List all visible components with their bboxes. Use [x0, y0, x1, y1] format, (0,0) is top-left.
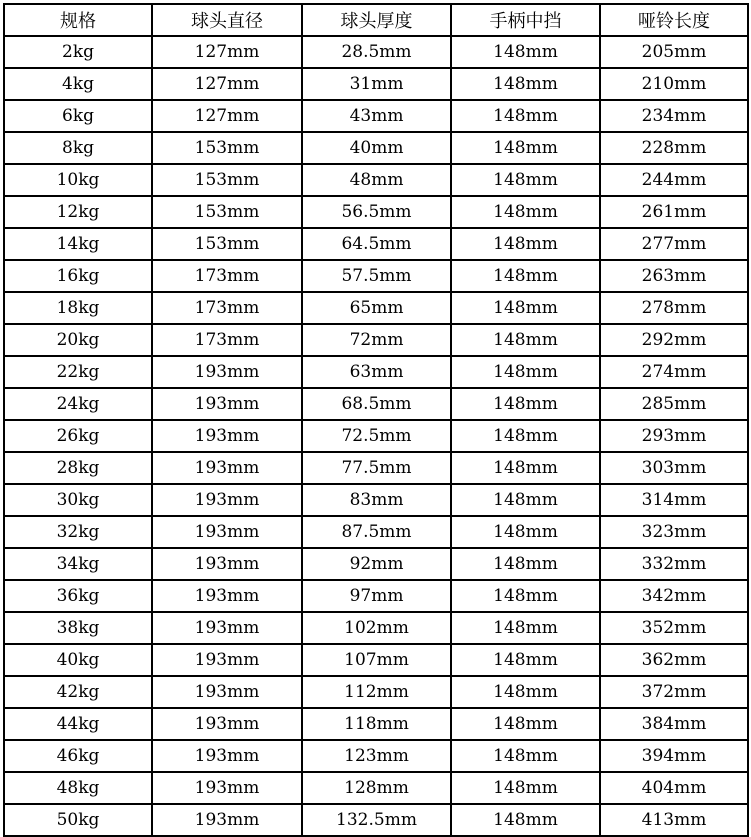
cell-spec: 18kg — [4, 292, 152, 324]
cell-handle-span: 148mm — [451, 100, 600, 132]
cell-handle-span: 148mm — [451, 772, 600, 804]
cell-dumbbell-length: 263mm — [600, 260, 748, 292]
cell-handle-span: 148mm — [451, 356, 600, 388]
cell-ball-diameter: 173mm — [152, 292, 302, 324]
cell-handle-span: 148mm — [451, 612, 600, 644]
table-row — [4, 772, 748, 804]
cell-spec: 46kg — [4, 740, 152, 772]
table-header-row — [4, 4, 748, 36]
cell-handle-span: 148mm — [451, 324, 600, 356]
cell-handle-span: 148mm — [451, 516, 600, 548]
cell-ball-thickness: 87.5mm — [302, 516, 451, 548]
cell-dumbbell-length: 413mm — [600, 804, 748, 836]
cell-ball-diameter: 193mm — [152, 676, 302, 708]
cell-handle-span: 148mm — [451, 420, 600, 452]
cell-dumbbell-length: 205mm — [600, 36, 748, 68]
cell-dumbbell-length: 352mm — [600, 612, 748, 644]
cell-ball-diameter: 193mm — [152, 772, 302, 804]
table-row — [4, 548, 748, 580]
cell-dumbbell-length: 372mm — [600, 676, 748, 708]
dumbbell-spec-table — [3, 3, 749, 837]
header-handle-span: 手柄中挡 — [451, 4, 600, 36]
cell-ball-thickness: 72mm — [302, 324, 451, 356]
cell-handle-span: 148mm — [451, 484, 600, 516]
table-row — [4, 484, 748, 516]
cell-ball-thickness: 72.5mm — [302, 420, 451, 452]
table-row — [4, 580, 748, 612]
cell-ball-diameter: 153mm — [152, 196, 302, 228]
cell-spec: 50kg — [4, 804, 152, 836]
cell-spec: 24kg — [4, 388, 152, 420]
table-row — [4, 452, 748, 484]
cell-ball-diameter: 127mm — [152, 68, 302, 100]
header-ball-thickness: 球头厚度 — [302, 4, 451, 36]
cell-ball-thickness: 43mm — [302, 100, 451, 132]
cell-spec: 8kg — [4, 132, 152, 164]
cell-dumbbell-length: 362mm — [600, 644, 748, 676]
cell-spec: 30kg — [4, 484, 152, 516]
cell-handle-span: 148mm — [451, 68, 600, 100]
table-row — [4, 740, 748, 772]
table-row — [4, 708, 748, 740]
cell-ball-thickness: 128mm — [302, 772, 451, 804]
cell-ball-thickness: 64.5mm — [302, 228, 451, 260]
cell-ball-thickness: 63mm — [302, 356, 451, 388]
cell-ball-thickness: 123mm — [302, 740, 451, 772]
table-row — [4, 68, 748, 100]
cell-handle-span: 148mm — [451, 228, 600, 260]
cell-dumbbell-length: 234mm — [600, 100, 748, 132]
header-spec: 规格 — [4, 4, 152, 36]
header-ball-diameter: 球头直径 — [152, 4, 302, 36]
cell-ball-thickness: 65mm — [302, 292, 451, 324]
table-row — [4, 676, 748, 708]
cell-dumbbell-length: 285mm — [600, 388, 748, 420]
cell-spec: 26kg — [4, 420, 152, 452]
cell-spec: 6kg — [4, 100, 152, 132]
cell-ball-diameter: 127mm — [152, 36, 302, 68]
cell-spec: 20kg — [4, 324, 152, 356]
table-row — [4, 356, 748, 388]
table-row — [4, 292, 748, 324]
cell-spec: 32kg — [4, 516, 152, 548]
cell-dumbbell-length: 314mm — [600, 484, 748, 516]
table-row — [4, 164, 748, 196]
cell-dumbbell-length: 210mm — [600, 68, 748, 100]
cell-ball-diameter: 193mm — [152, 708, 302, 740]
cell-handle-span: 148mm — [451, 452, 600, 484]
cell-dumbbell-length: 394mm — [600, 740, 748, 772]
cell-spec: 34kg — [4, 548, 152, 580]
cell-dumbbell-length: 277mm — [600, 228, 748, 260]
cell-dumbbell-length: 404mm — [600, 772, 748, 804]
cell-ball-diameter: 193mm — [152, 740, 302, 772]
table-row — [4, 196, 748, 228]
cell-handle-span: 148mm — [451, 132, 600, 164]
cell-handle-span: 148mm — [451, 292, 600, 324]
cell-ball-thickness: 92mm — [302, 548, 451, 580]
cell-ball-diameter: 153mm — [152, 228, 302, 260]
cell-spec: 10kg — [4, 164, 152, 196]
cell-ball-diameter: 153mm — [152, 164, 302, 196]
cell-dumbbell-length: 332mm — [600, 548, 748, 580]
table-row — [4, 324, 748, 356]
table-row — [4, 228, 748, 260]
table-row — [4, 132, 748, 164]
cell-dumbbell-length: 261mm — [600, 196, 748, 228]
cell-ball-diameter: 193mm — [152, 644, 302, 676]
cell-ball-diameter: 193mm — [152, 612, 302, 644]
cell-handle-span: 148mm — [451, 36, 600, 68]
cell-ball-thickness: 107mm — [302, 644, 451, 676]
cell-ball-thickness: 112mm — [302, 676, 451, 708]
cell-dumbbell-length: 342mm — [600, 580, 748, 612]
cell-ball-thickness: 118mm — [302, 708, 451, 740]
cell-spec: 42kg — [4, 676, 152, 708]
cell-ball-diameter: 193mm — [152, 516, 302, 548]
cell-spec: 36kg — [4, 580, 152, 612]
cell-handle-span: 148mm — [451, 388, 600, 420]
cell-spec: 2kg — [4, 36, 152, 68]
cell-dumbbell-length: 278mm — [600, 292, 748, 324]
cell-ball-diameter: 193mm — [152, 580, 302, 612]
cell-spec: 40kg — [4, 644, 152, 676]
cell-ball-diameter: 193mm — [152, 484, 302, 516]
cell-ball-diameter: 173mm — [152, 324, 302, 356]
cell-ball-diameter: 193mm — [152, 420, 302, 452]
cell-spec: 44kg — [4, 708, 152, 740]
cell-dumbbell-length: 292mm — [600, 324, 748, 356]
cell-handle-span: 148mm — [451, 708, 600, 740]
table-row — [4, 260, 748, 292]
cell-spec: 28kg — [4, 452, 152, 484]
cell-dumbbell-length: 274mm — [600, 356, 748, 388]
table-row — [4, 388, 748, 420]
cell-ball-thickness: 56.5mm — [302, 196, 451, 228]
cell-ball-diameter: 193mm — [152, 388, 302, 420]
cell-spec: 16kg — [4, 260, 152, 292]
table-row — [4, 804, 748, 836]
cell-dumbbell-length: 244mm — [600, 164, 748, 196]
cell-handle-span: 148mm — [451, 804, 600, 836]
cell-ball-thickness: 57.5mm — [302, 260, 451, 292]
cell-dumbbell-length: 384mm — [600, 708, 748, 740]
header-dumbbell-length: 哑铃长度 — [600, 4, 748, 36]
cell-ball-diameter: 193mm — [152, 548, 302, 580]
cell-ball-thickness: 97mm — [302, 580, 451, 612]
cell-ball-diameter: 173mm — [152, 260, 302, 292]
cell-handle-span: 148mm — [451, 676, 600, 708]
table-row — [4, 420, 748, 452]
table-row — [4, 644, 748, 676]
cell-ball-diameter: 193mm — [152, 452, 302, 484]
cell-dumbbell-length: 293mm — [600, 420, 748, 452]
cell-ball-thickness: 132.5mm — [302, 804, 451, 836]
cell-ball-thickness: 48mm — [302, 164, 451, 196]
cell-handle-span: 148mm — [451, 644, 600, 676]
cell-handle-span: 148mm — [451, 196, 600, 228]
cell-ball-diameter: 193mm — [152, 804, 302, 836]
table-body — [4, 36, 748, 836]
cell-ball-diameter: 127mm — [152, 100, 302, 132]
table-row — [4, 100, 748, 132]
cell-spec: 22kg — [4, 356, 152, 388]
cell-dumbbell-length: 303mm — [600, 452, 748, 484]
cell-ball-thickness: 28.5mm — [302, 36, 451, 68]
cell-ball-thickness: 31mm — [302, 68, 451, 100]
cell-spec: 38kg — [4, 612, 152, 644]
cell-handle-span: 148mm — [451, 260, 600, 292]
cell-spec: 12kg — [4, 196, 152, 228]
cell-spec: 4kg — [4, 68, 152, 100]
cell-ball-diameter: 153mm — [152, 132, 302, 164]
cell-ball-thickness: 102mm — [302, 612, 451, 644]
cell-dumbbell-length: 228mm — [600, 132, 748, 164]
cell-handle-span: 148mm — [451, 580, 600, 612]
cell-spec: 14kg — [4, 228, 152, 260]
cell-dumbbell-length: 323mm — [600, 516, 748, 548]
cell-ball-thickness: 83mm — [302, 484, 451, 516]
cell-handle-span: 148mm — [451, 164, 600, 196]
cell-ball-diameter: 193mm — [152, 356, 302, 388]
table-row — [4, 516, 748, 548]
table-row — [4, 36, 748, 68]
cell-handle-span: 148mm — [451, 740, 600, 772]
cell-spec: 48kg — [4, 772, 152, 804]
cell-ball-thickness: 77.5mm — [302, 452, 451, 484]
cell-handle-span: 148mm — [451, 548, 600, 580]
cell-ball-thickness: 68.5mm — [302, 388, 451, 420]
table-row — [4, 612, 748, 644]
cell-ball-thickness: 40mm — [302, 132, 451, 164]
